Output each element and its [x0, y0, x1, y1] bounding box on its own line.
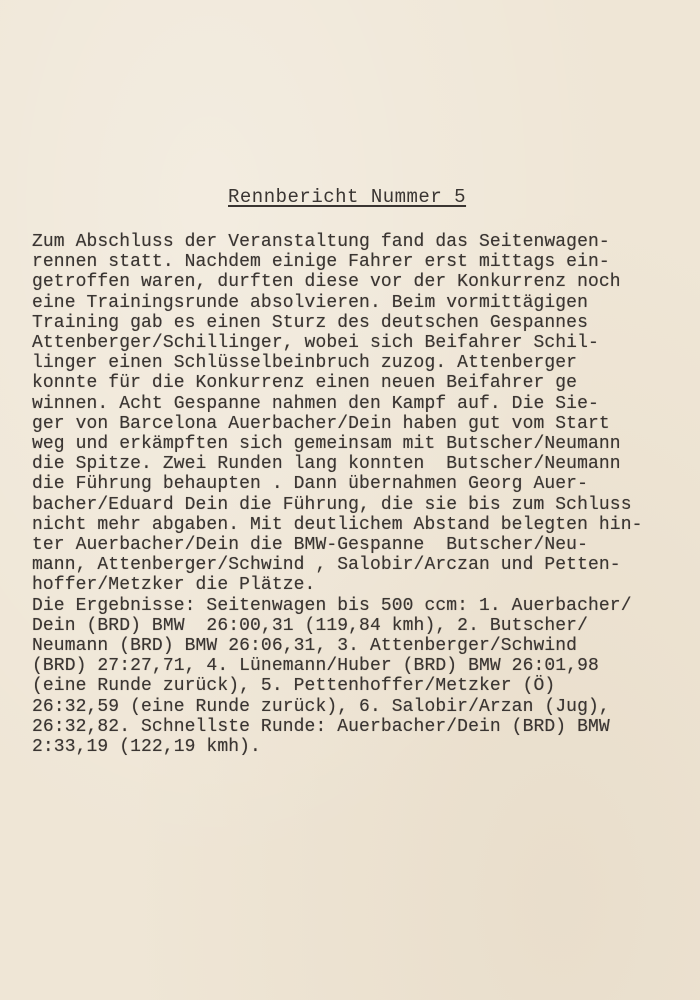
results-line: 26:32,82. Schnellste Runde: Auerbacher/Dein (BRD) BMW: [32, 716, 610, 737]
text-line: die Spitze. Zwei Runden lang konnten Butscher/Neumann: [32, 454, 621, 475]
results-line: (eine Runde zurück), 5. Pettenhoffer/Metzker (Ö): [32, 676, 556, 697]
text-line: Zum Abschluss der Veranstaltung fand das Seitenwagen-: [32, 232, 610, 252]
report-body: [32, 232, 692, 757]
text-line: winnen. Acht Gespanne nahmen den Kampf auf. Die Sie-: [32, 393, 599, 414]
text-line: ter Auerbacher/Dein die BMW-Gespanne Butscher/Neu-: [32, 535, 588, 556]
text-line: hoffer/Metzker die Plätze.: [32, 575, 316, 596]
text-line: konnte für die Konkurrenz einen neuen Beifahrer ge: [32, 373, 578, 394]
text-line: nicht mehr abgaben. Mit deutlichem Abstand belegten hin-: [32, 514, 643, 535]
results-line: Dein (BRD) BMW 26:00,31 (119,84 kmh), 2. Butscher/: [32, 615, 588, 636]
text-line: bacher/Eduard Dein die Führung, die sie bis zum Schluss: [32, 494, 632, 515]
text-line: eine Trainingsrunde absolvieren. Beim vormittägigen: [32, 292, 588, 313]
page-title: Rennbericht Nummer 5: [228, 186, 467, 208]
text-line: ger von Barcelona Auerbacher/Dein haben gut vom Start: [32, 413, 610, 434]
text-line: weg und erkämpften sich gemeinsam mit Butscher/Neumann: [32, 434, 621, 455]
text-line: die Führung behaupten . Dann übernahmen Georg Auer-: [32, 474, 588, 495]
text-line: linger einen Schlüsselbeinbruch zuzog. Attenberger: [32, 353, 578, 374]
text-line: rennen statt. Nachdem einige Fahrer erst mittags ein-: [32, 252, 610, 273]
results-line: 2:33,19 (122,19 kmh).: [32, 737, 261, 758]
text-line: Attenberger/Schillinger, wobei sich Beifahrer Schil-: [32, 333, 599, 354]
text-line: mann, Attenberger/Schwind , Salobir/Arczan und Petten-: [32, 555, 621, 576]
results-line: (BRD) 27:27,71, 4. Lünemann/Huber (BRD) BMW 26:01,98: [32, 656, 599, 677]
text-line: Training gab es einen Sturz des deutschen Gespannes: [32, 312, 588, 333]
results-line: Die Ergebnisse: Seitenwagen bis 500 ccm: 1. Auerbacher/: [32, 595, 632, 616]
results-line: Neumann (BRD) BMW 26:06,31, 3. Attenberger/Schwind: [32, 636, 578, 657]
results-line: 26:32,59 (eine Runde zurück), 6. Salobir/Arzan (Jug),: [32, 696, 610, 717]
text-line: getroffen waren, durften diese vor der Konkurrenz noch: [32, 272, 621, 293]
